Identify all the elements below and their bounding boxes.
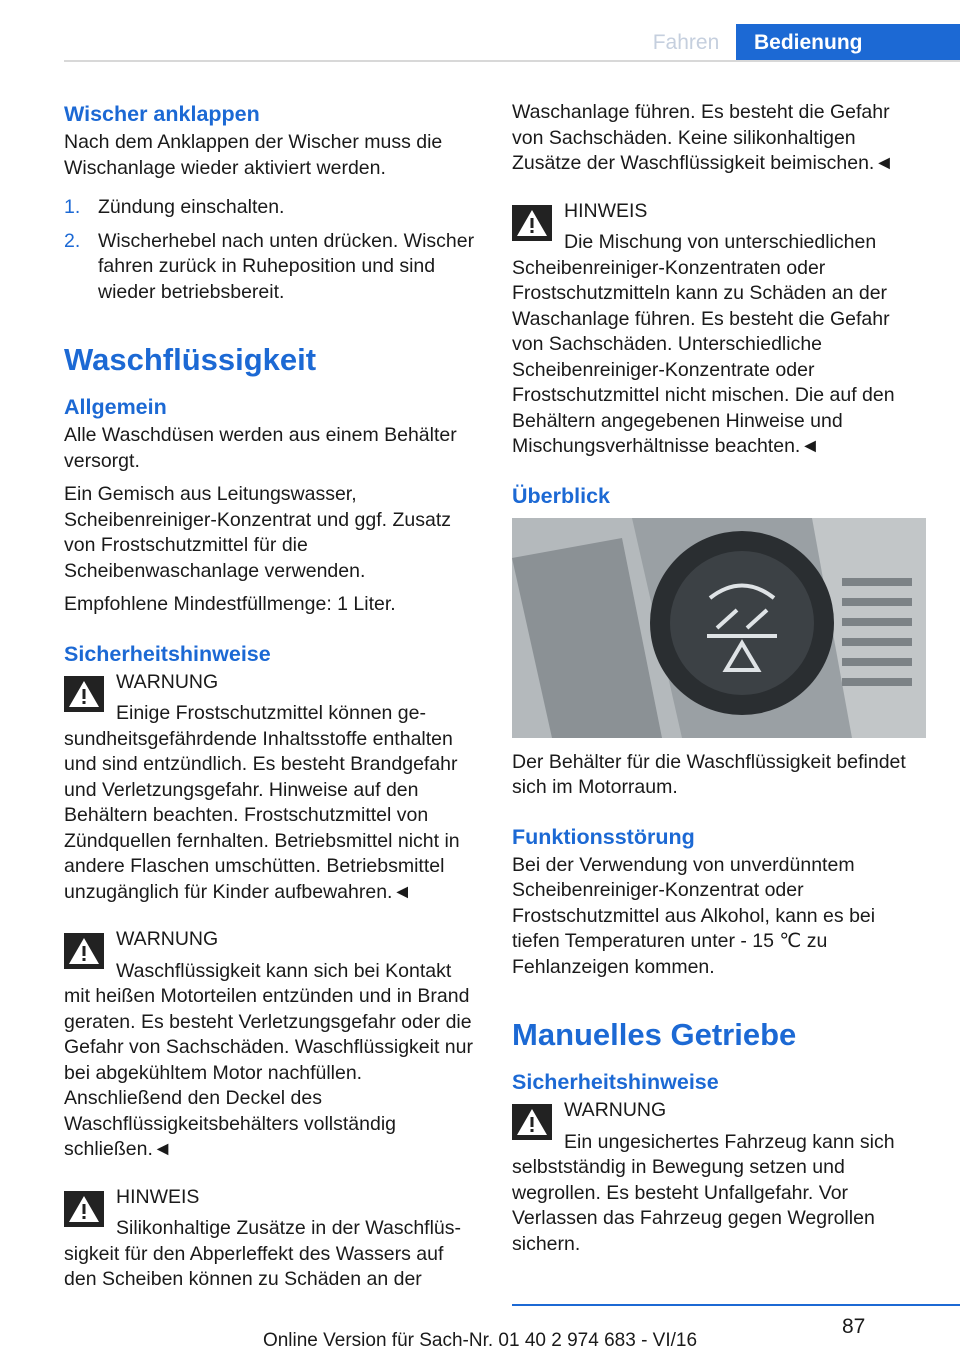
header-divider [64,60,960,62]
left-column [64,100,478,1301]
footer-divider [512,1304,960,1306]
photo-caption: Der Behälter für die Waschflüssigkeit befindet sich im Motorraum. [512,750,906,798]
heading-ueberblick: Überblick [512,483,610,508]
heading-manuelles-getriebe: Manuelles Getriebe [512,1017,797,1052]
washer-reservoir-photo [512,518,926,738]
online-version-text: Online Version für Sach-Nr. 01 40 2 974 683 - VI/16 [262,1330,698,1351]
notice-block [512,199,926,460]
warning-triangle-icon [64,933,104,969]
notice-text: sigkeit für den Abperleffekt des Wassers auf den Scheiben können zu Schäden an der [64,1242,444,1290]
heading-allgemein: Allgemein [64,395,167,419]
list-item [64,195,478,221]
notice-text-first: Die Mischung von unterschiedlichen [564,231,877,253]
list-item [64,229,478,306]
heading-waschfluessigkeit: Waschflüssigkeit [64,342,317,377]
step-number: 2. [64,229,81,252]
warning-triangle-icon [64,1191,104,1227]
paragraph-wischer: Nach dem Anklappen der Wischer muss die Wischanlage wieder aktiviert werden. [64,131,443,179]
heading-wischer-anklappen: Wischer anklappen [64,102,260,126]
notice-label: HINWEIS [116,1185,200,1208]
warning-label: WARNUNG [116,670,219,693]
right-column [512,100,926,1265]
step-number: 1. [64,196,81,218]
warning-text: sundheitsgefährdende Inhaltsstoffe enthalten und sind entzündlich. Es besteht Brandgefahr und Verletzungsgefahr. Hinweise auf den Behältern beachten. Frostschutzmittel von Zündquellen fernhalten. Betriebsmittel nicht in andere Flaschen umschütten. Betriebsmittel unzugänglich für Kinder aufbewahren.◄ [64,727,460,903]
paragraph-funktionsstoerung: Bei der Verwendung von unverdünntem Scheibenreiniger-Konzentrat oder Frostschutzmittel aus Alkohol, kann es bei tiefen Temperaturen unter - 15 ℃ zu Fehlanzeigen kommen. [512,853,876,978]
heading-sicherheitshinweise-getriebe: Sicherheitshinweise [512,1070,719,1094]
heading-funktionsstoerung: Funktionsstörung [512,824,695,849]
step-text: Zündung einschalten. [98,196,285,218]
warning-label: WARNUNG [564,1099,667,1121]
heading-sicherheitshinweise: Sicherheitshinweise [64,641,271,666]
notice-block [64,1185,478,1293]
notice-text-first: Silikonhaltige Zusätze in der Waschflüs- [116,1217,462,1239]
page-number: 87 [842,1315,866,1338]
warning-triangle-icon [64,676,104,712]
warning-text-first: Waschflüssigkeit kann sich bei Kontakt [116,959,452,982]
warning-block [512,1098,926,1257]
tab-fahren[interactable]: Fahren [652,31,720,54]
tab-bedienung[interactable]: Bedienung [736,24,960,62]
warning-text-first: Ein ungesichertes Fahrzeug kann sich [564,1130,895,1153]
notice-text: Scheibenreiniger-Konzentraten oder Frostschutzmitteln kann zu Schäden an der Waschanlage führen. Es besteht die Gefahr von Sachschäden. Unterschiedliche Scheibenreiniger-Konzentrate oder Frostschutzmittel nicht mischen. Die auf den Behältern angegebenen Hinweise und Mischungsverhältnisse beachten.◄ [512,256,895,457]
paragraph-allgemein-1: Alle Waschdüsen werden aus einem Behälter versorgt. [64,424,457,472]
warning-block [64,670,478,906]
warning-text: selbstständig in Bewegung setzen und wegrollen. Es besteht Unfallgefahr. Vor Verlassen das Fahrzeug gegen Wegrollen sichern. [512,1156,875,1255]
warning-label: WARNUNG [116,928,219,950]
paragraph-allgemein-3: Empfohlene Mindestfüllmenge: 1 Liter. [64,593,396,615]
warning-triangle-icon [512,205,552,241]
notice-label: HINWEIS [564,199,648,222]
warning-block [64,927,478,1163]
warning-text-first: Einige Frostschutzmittel können ge- [116,702,426,724]
paragraph-allgemein-2: Ein Gemisch aus Leitungswasser, Scheibenreiniger-Konzentrat und ggf. Zusatz von Frostschutzmittel für die Scheibenwaschanlage verwenden. [64,483,451,582]
warning-triangle-icon [512,1104,552,1140]
step-text: Wischerhebel nach unten drücken. Wischer fahren zurück in Ruheposition und sind wieder betriebsbereit. [98,229,475,303]
steps-list [64,195,478,305]
notice-text-continued: Waschanlage führen. Es besteht die Gefahr von Sachschäden. Keine silikonhaltigen Zusätze der Waschflüssigkeit beimischen.◄ [512,101,894,174]
warning-text: mit heißen Motorteilen entzünden und in Brand geraten. Es besteht Verletzungsgefahr oder die Gefahr von Sachschäden. Waschflüssigkeit nur bei abgekühltem Motor nachfüllen. Anschließend den Deckel des Waschflüssigkeitsbehälters vollständig schließen.◄ [64,985,473,1160]
